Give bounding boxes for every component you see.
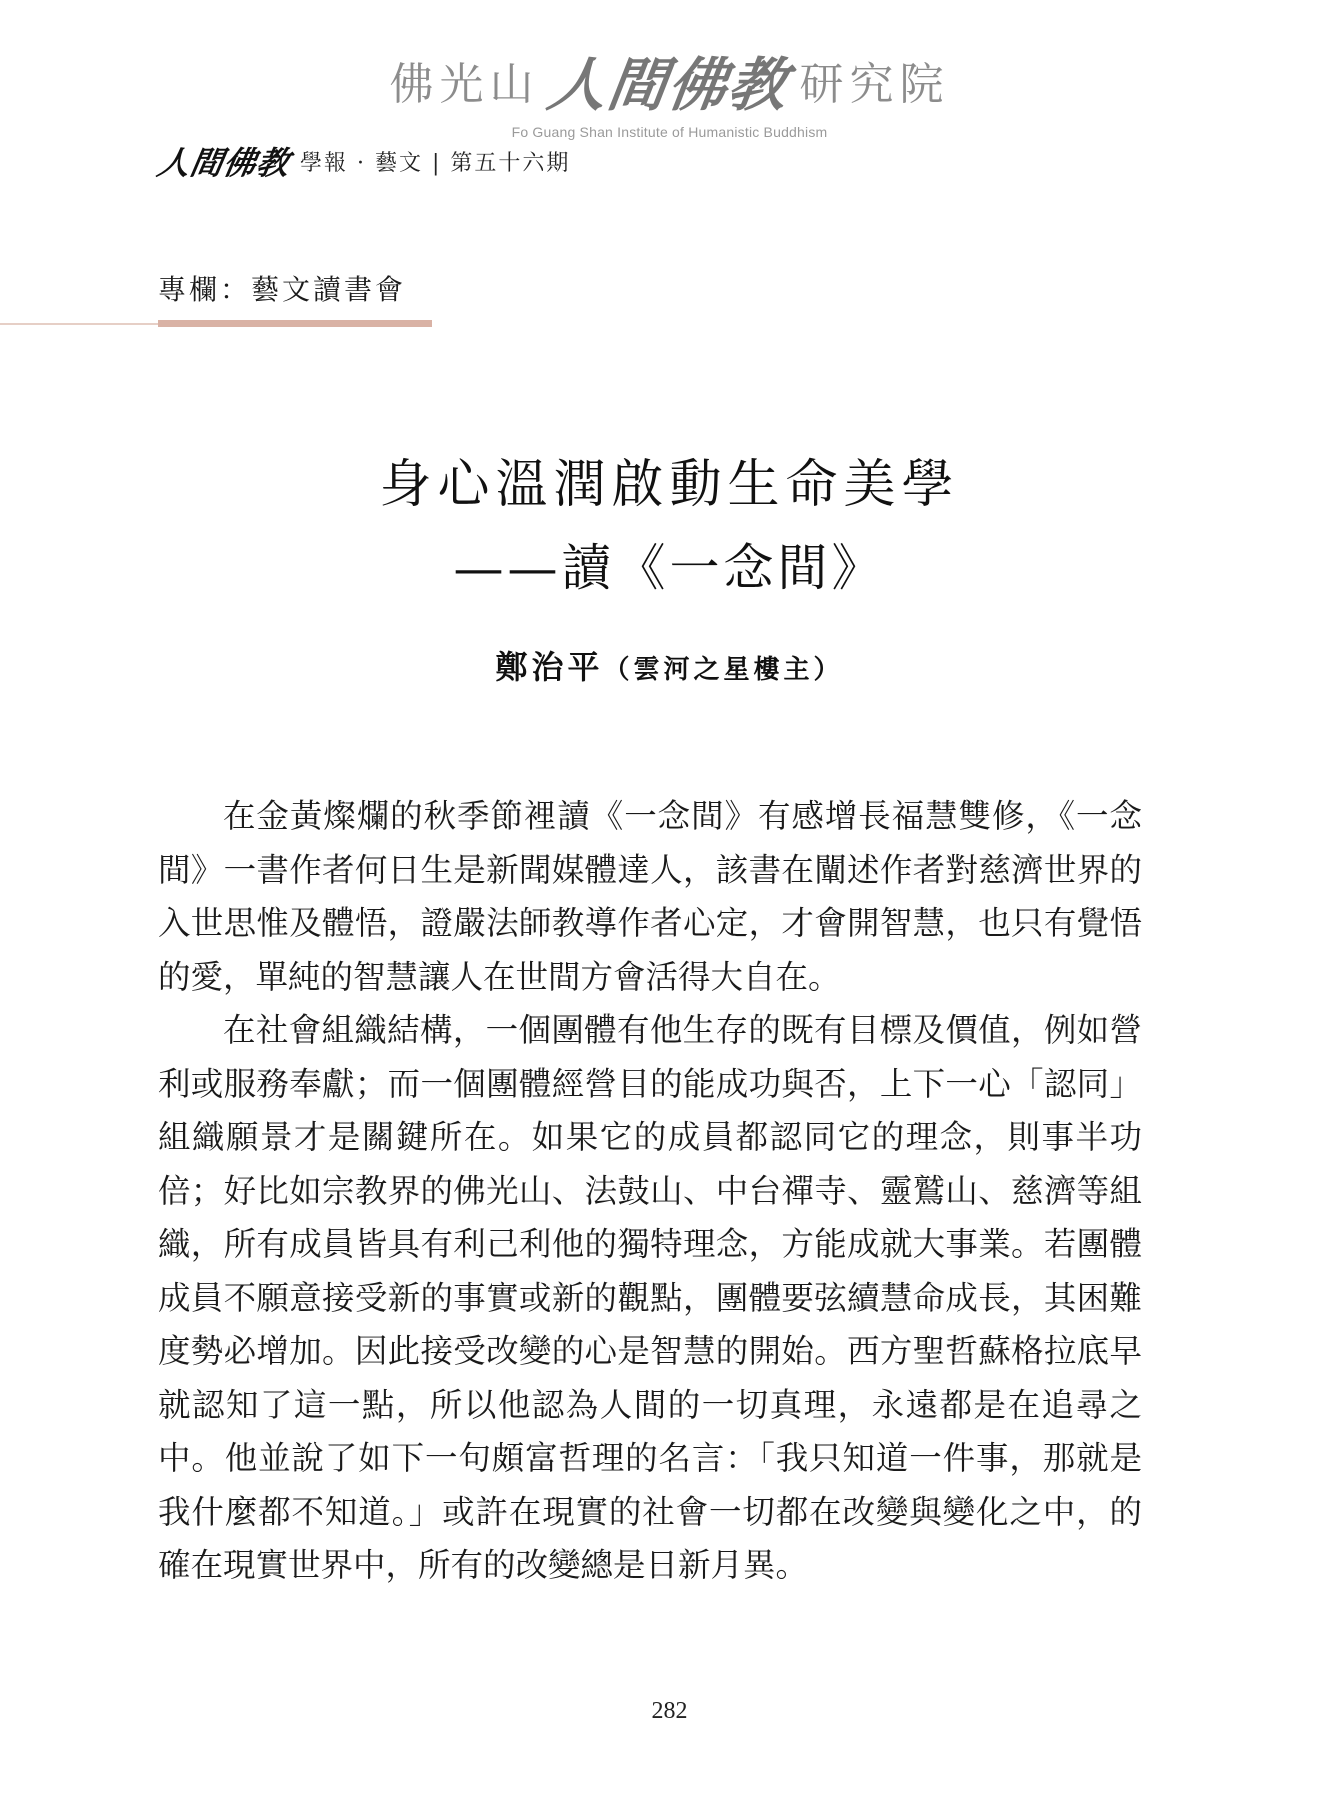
journal-header: [154, 138, 571, 184]
author-affiliation: （雲河之星樓主）: [603, 655, 844, 685]
page-number: 282: [651, 1698, 688, 1724]
paragraph: 在金黃燦爛的秋季節裡讀《一念間》有感增長福慧雙修，《一念間》一書作者何日生是新聞媒體達人，該書在闡述作者對慈濟世界的入世思惟及體悟，證嚴法師教導作者心定，才會開智慧，也只有覺悟的愛，單純的智慧讓人在世間方會活得大自在。: [158, 797, 1142, 996]
article-subtitle: ——讀《一念間》: [453, 539, 886, 597]
institute-english-name: Fo Guang Shan Institute of Humanistic Buddhism: [511, 124, 828, 140]
institute-masthead: [0, 38, 1339, 140]
institute-name-right: 研究院: [799, 59, 950, 110]
author-name: 鄭治平: [495, 648, 604, 686]
journal-issue-info: 學報 · 藝文 | 第五十六期: [300, 150, 571, 176]
author-line: [0, 642, 1339, 688]
article-title: 身心溫潤啟動生命美學: [379, 455, 960, 515]
institute-name: [389, 38, 949, 122]
paragraph: 在社會組織結構，一個團體有他生存的既有目標及價值，例如營利或服務奉獻；而一個團體經營目的能成功與否，上下一心「認同」組織願景才是關鍵所在。如果它的成員都認同它的理念，則事半功倍；好比如宗教界的佛光山、法鼓山、中台禪寺、靈鷲山、慈濟等組織，所有成員皆具有利己利他的獨特理念，方能成就大事業。若團體成員不願意接受新的事實或新的觀點，團體要弦續慧命成長，其困難度勢必增加。因此接受改變的心是智慧的開始。西方聖哲蘇格拉底早就認知了這一點，所以他認為人間的一切真理，永遠都是在追尋之中。他並說了如下一句頗富哲理的名言：「我只知道一件事，那就是我什麼都不知道。」或許在現實的社會一切都在改變與變化之中，的確在現實世界中，所有的改變總是日新月異。: [158, 1011, 1142, 1584]
column-underline: [158, 320, 432, 327]
journal-brand-logotype: 人間佛教: [154, 144, 294, 182]
institute-name-left: 佛光山: [389, 59, 540, 110]
article-body: [158, 790, 1142, 1593]
institute-brand-logotype: 人間佛教: [544, 51, 794, 119]
column-label: 專欄：藝文讀書會: [158, 273, 407, 306]
